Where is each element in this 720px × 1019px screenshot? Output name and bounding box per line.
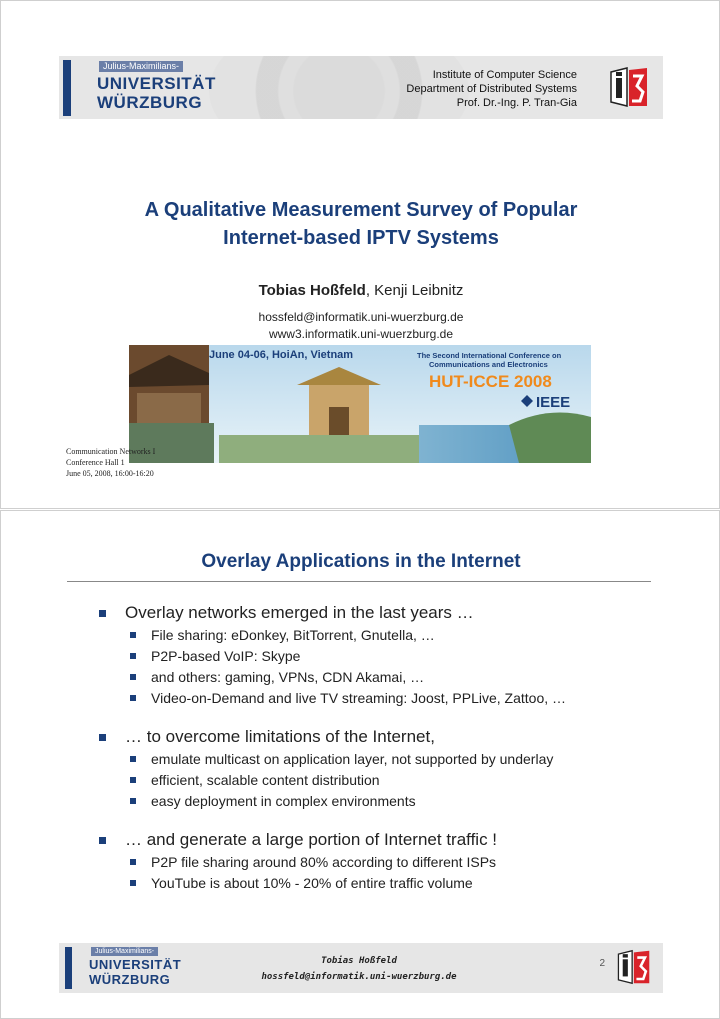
title-divider: [67, 581, 651, 582]
logo-line2: WÜRZBURG: [97, 93, 203, 112]
contact-info: [61, 309, 661, 343]
co-author: , Kenji Leibnitz: [365, 282, 464, 299]
i3-logo-icon: [615, 949, 651, 985]
footer-author: Tobias Hoßfeld hossfeld@informatik.uni-wuerzburg.de: [261, 956, 457, 982]
bullet-item: easy deployment in complex environments: [99, 791, 679, 812]
bullet-item: File sharing: eDonkey, BitTorrent, Gnutella, …: [99, 625, 679, 646]
university-logo: [63, 60, 216, 116]
institute-line: Institute of Computer Science: [432, 69, 577, 81]
logo-small-text: Julius-Maximilians-: [99, 61, 183, 72]
bullet-heading: Overlay networks emerged in the last years …: [99, 601, 679, 625]
bullet-item: and others: gaming, VPNs, CDN Akamai, …: [99, 667, 679, 688]
slide-footer: [59, 943, 663, 993]
department-line: Department of Distributed Systems: [406, 83, 577, 95]
session-info: Communication Networks I Conference Hall 1 June 05, 2008, 16:00-16:20: [66, 447, 156, 478]
banner-conf-line1: The Second International Conference on: [417, 351, 562, 360]
presentation-title: A Qualitative Measurement Survey of Popular Internet-based IPTV Systems: [144, 199, 578, 249]
page-number: 2: [599, 958, 605, 969]
bullet-item: Video-on-Demand and live TV streaming: Joost, PPLive, Zattoo, …: [99, 688, 679, 709]
slide-title: Overlay Applications in the Internet: [201, 551, 521, 572]
banner-date-text: June 04-06, HoiAn, Vietnam: [209, 349, 354, 361]
bullet-item: P2P-based VoIP: Skype: [99, 646, 679, 667]
bullet-item: YouTube is about 10% - 20% of entire traffic volume: [99, 873, 679, 894]
website-text: www3.informatik.uni-wuerzburg.de: [268, 327, 454, 341]
institute-info: [406, 68, 577, 110]
bullet-item: emulate multicast on application layer, not supported by underlay: [99, 749, 679, 770]
professor-line: Prof. Dr.-Ing. P. Tran-Gia: [456, 97, 577, 109]
bullet-item: efficient, scalable content distribution: [99, 770, 679, 791]
banner-sponsor: IEEE: [536, 394, 571, 411]
main-author: Tobias Hoßfeld: [258, 282, 366, 299]
title-slide: [0, 0, 720, 509]
authors: [61, 282, 661, 299]
conference-banner: [129, 345, 591, 463]
i3-logo-icon: [607, 66, 649, 108]
slide-header: [59, 56, 663, 119]
banner-conf-name: HUT-ICCE 2008: [429, 372, 552, 391]
logo-line1: UNIVERSITÄT: [97, 74, 216, 93]
footer-university-logo: Julius-Maximilians- UNIVERSITÄT WÜRZBURG: [65, 947, 175, 989]
bullet-heading: … to overcome limitations of the Internet,: [99, 725, 679, 749]
overlay-slide: [0, 510, 720, 1019]
email-text: hossfeld@informatik.uni-wuerzburg.de: [258, 310, 464, 324]
bullet-item: P2P file sharing around 80% according to different ISPs: [99, 852, 679, 873]
bullet-heading: … and generate a large portion of Internet traffic !: [99, 828, 679, 852]
banner-conf-line2: Communications and Electronics: [429, 360, 548, 369]
bullet-list: [99, 601, 679, 894]
